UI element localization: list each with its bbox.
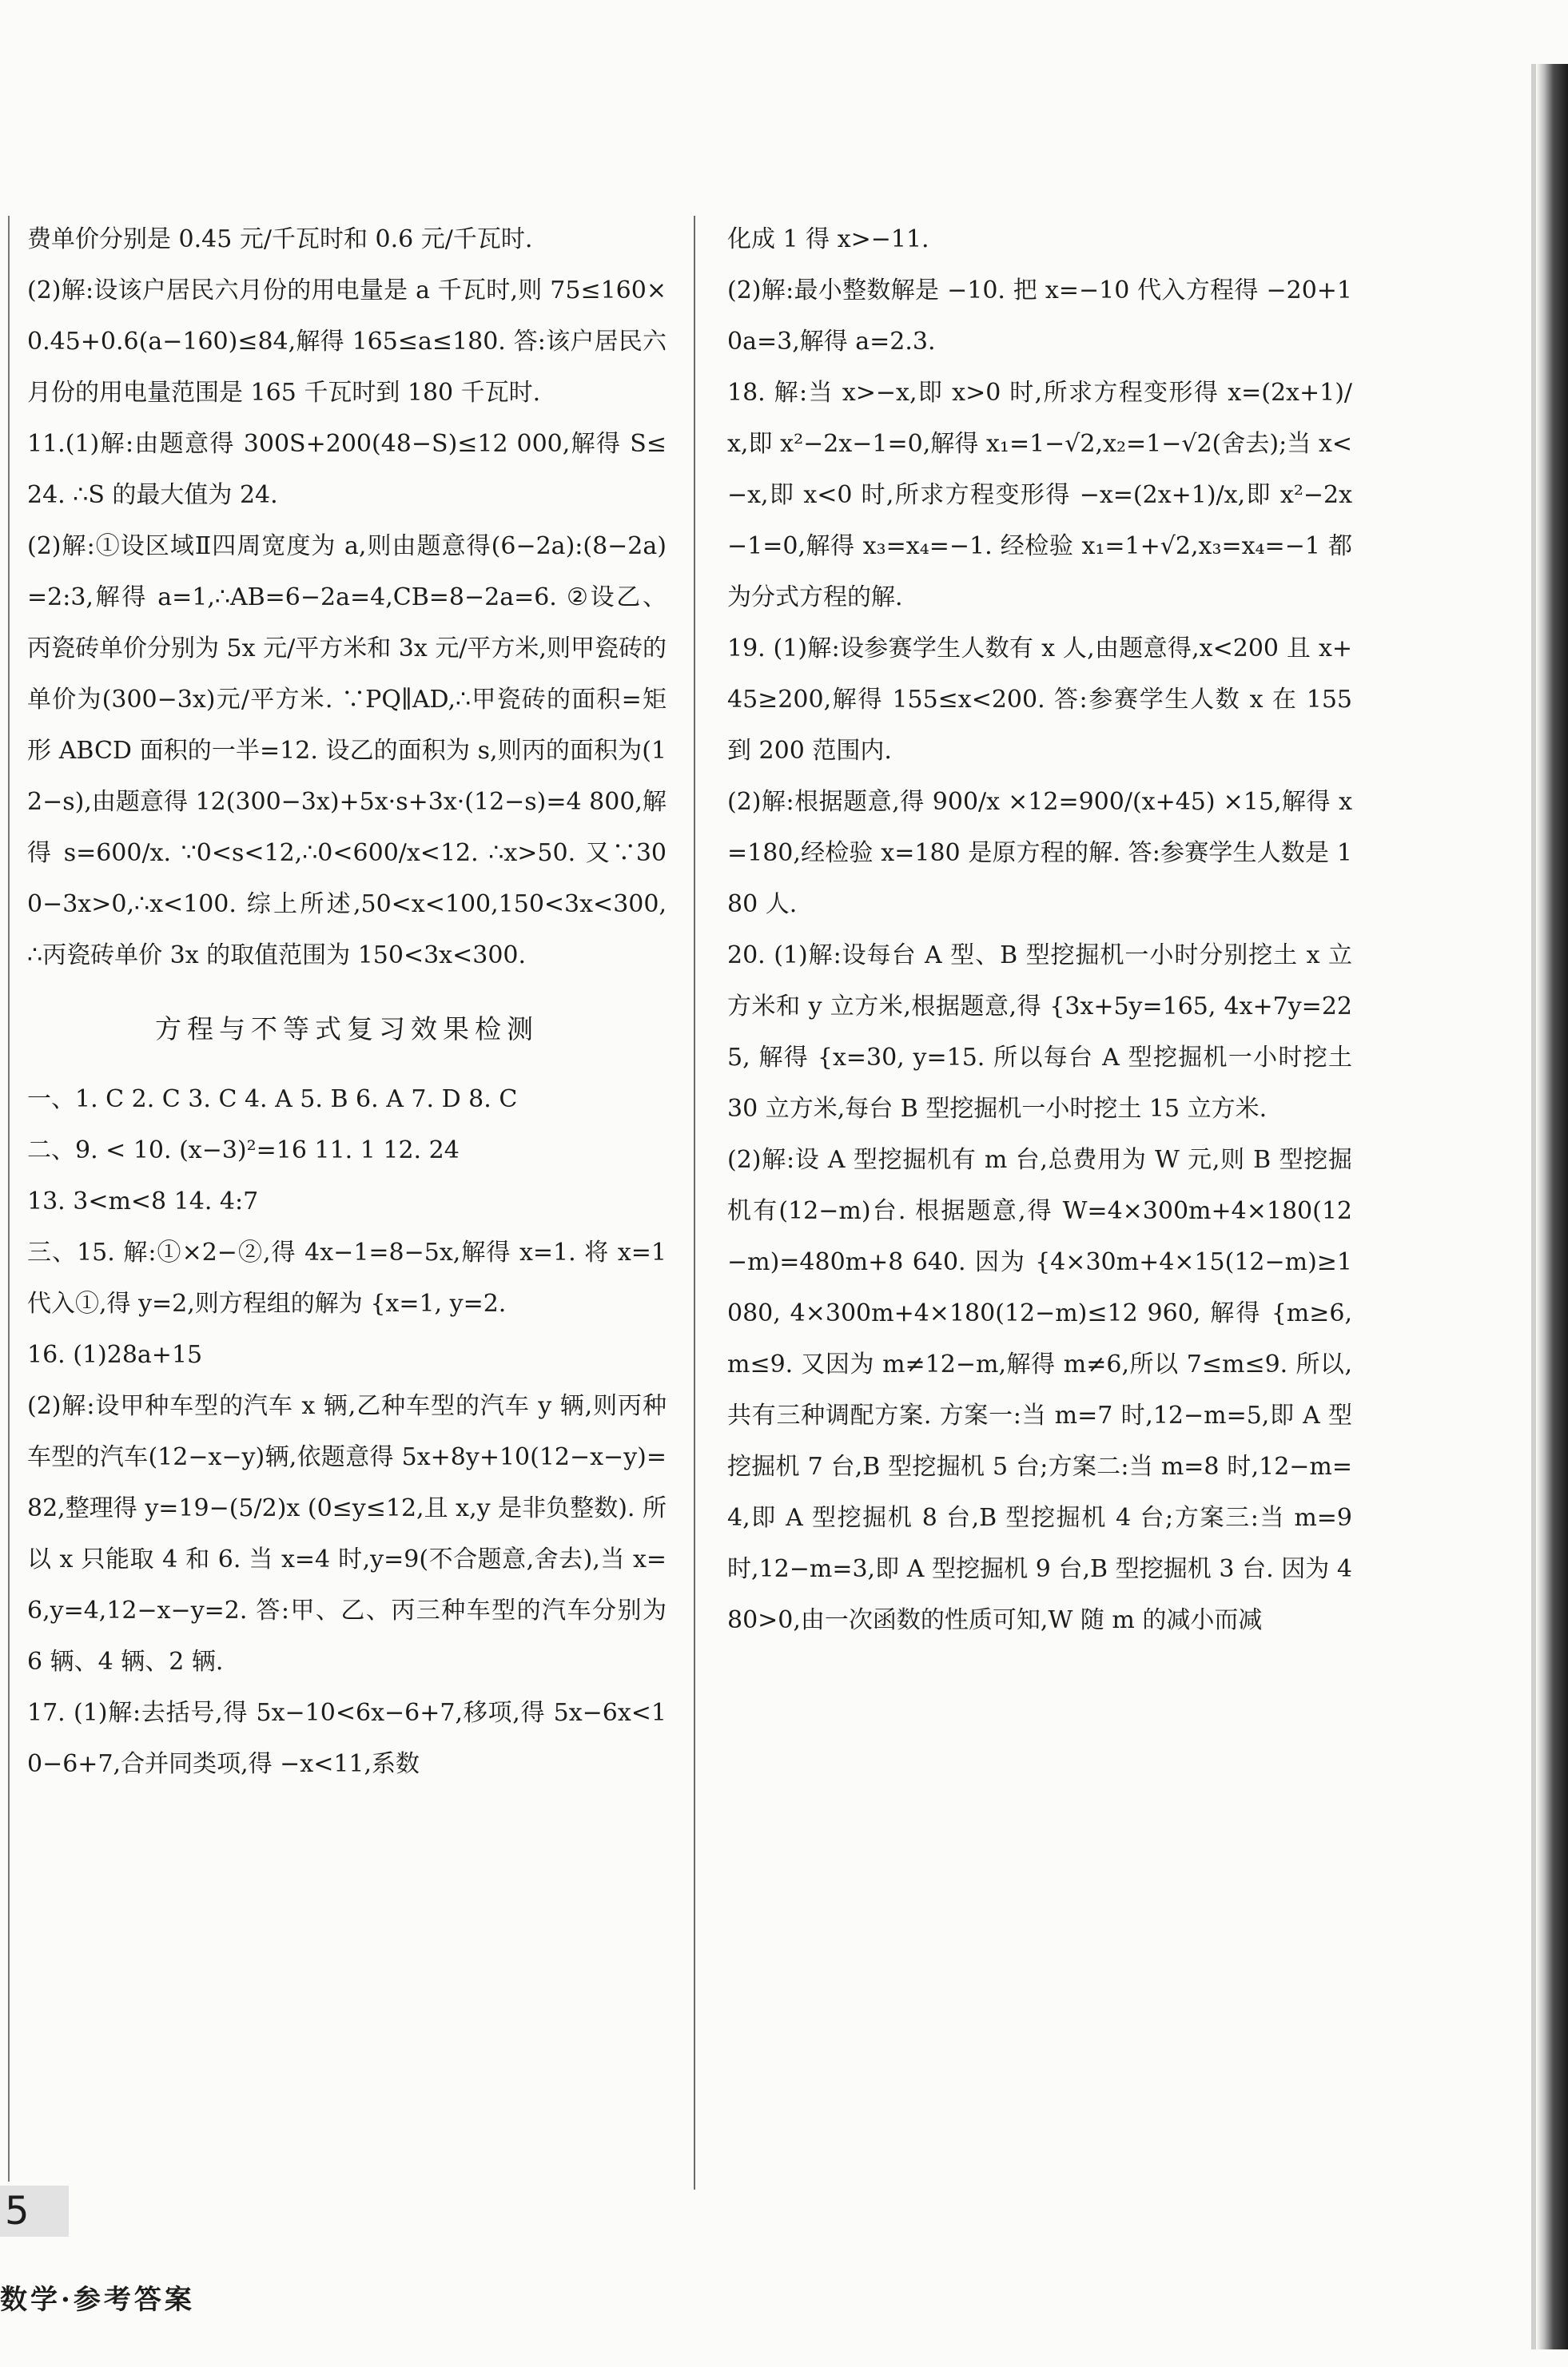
paragraph: (2)解:最小整数解是 −10. 把 x=−10 代入方程得 −20+10a=3,解得 a=2.3.	[727, 276, 1352, 356]
paragraph: 18. 解:当 x>−x,即 x>0 时,所求方程变形得 x=(2x+1)/x,即 x²−2x−1=0,解得 x₁=1−√2,x₂=1−√2(舍去);当 x<−x,即 x<0 时,所求方程变形得 −x=(2x+1)/x,即 x²−2x−1=0,解得 x₃=x₄=−1. 经检验 x₁=1+√2,x₃=x₄=−1 都为分式方程的解.	[727, 379, 1352, 611]
paragraph: (2)解:根据题意,得 900/x ×12=900/(x+45) ×15,解得 x=180,经检验 x=180 是原方程的解. 答:参赛学生人数是 180 人.	[727, 788, 1352, 918]
answer-line: 一、1. C 2. C 3. C 4. A 5. B 6. A 7. D 8. C	[27, 1085, 518, 1113]
left-margin-rule	[8, 216, 10, 2182]
answer-line: 13. 3<m<8 14. 4:7	[27, 1187, 259, 1215]
answer-line: 二、9. < 10. (x−3)²=16 11. 1 12. 24	[27, 1136, 460, 1164]
right-column	[727, 214, 1352, 1646]
paragraph: 20. (1)解:设每台 A 型、B 型挖掘机一小时分别挖土 x 立方米和 y 立方米,根据题意,得 {3x+5y=165, 4x+7y=225, 解得 {x=30, y=15. 所以每台 A 型挖掘机一小时挖土 30 立方米,每台 B 型挖掘机一小时挖土 15 立方米.	[727, 941, 1352, 1123]
paragraph: 11.(1)解:由题意得 300S+200(48−S)≤12 000,解得 S≤24. ∴S 的最大值为 24.	[27, 430, 667, 509]
footer-label: 数学·参考答案	[0, 2284, 195, 2316]
paragraph: (2)解:设该户居民六月份的用电量是 a 千瓦时,则 75≤160×0.45+0.6(a−160)≤84,解得 165≤a≤180. 答:该户居民六月份的用电量范围是 165 千瓦时到 180 千瓦时.	[27, 276, 667, 407]
paragraph: (2)解:①设区域Ⅱ四周宽度为 a,则由题意得(6−2a):(8−2a)=2:3,解得 a=1,∴AB=6−2a=4,CB=8−2a=6. ②设乙、丙瓷砖单价分别为 5x 元/平方米和 3x 元/平方米,则甲瓷砖的单价为(300−3x)元/平方米. ∵PQ∥AD,∴甲瓷砖的面积=矩形 ABCD 面积的一半=12. 设乙的面积为 s,则丙的面积为(12−s),由题意得 12(300−3x)+5x·s+3x·(12−s)=4 800,解得 s=600/x. ∵0<s<12,∴0<600/x<12. ∴x>50. 又∵300−3x>0,∴x<100. 综上所述,50<x<100,150<3x<300,∴丙瓷砖单价 3x 的取值范围为 150<3x<300.	[27, 532, 667, 969]
paragraph: 17. (1)解:去括号,得 5x−10<6x−6+7,移项,得 5x−6x<10−6+7,合并同类项,得 −x<11,系数	[27, 1699, 667, 1778]
paragraph: 化成 1 得 x>−11.	[727, 225, 929, 253]
paragraph: (2)解:设 A 型挖掘机有 m 台,总费用为 W 元,则 B 型挖掘机有(12−m)台. 根据题意,得 W=4×300m+4×180(12−m)=480m+8 640. 因为 {4×30m+4×15(12−m)≥1 080, 4×300m+4×180(12−m)≤12 960, 解得 {m≥6, m≤9. 又因为 m≠12−m,解得 m≠6,所以 7≤m≤9. 所以,共有三种调配方案. 方案一:当 m=7 时,12−m=5,即 A 型挖掘机 7 台,B 型挖掘机 5 台;方案二:当 m=8 时,12−m=4,即 A 型挖掘机 8 台,B 型挖掘机 4 台;方案三:当 m=9 时,12−m=3,即 A 型挖掘机 9 台,B 型挖掘机 3 台. 因为 480>0,由一次函数的性质可知,W 随 m 的减小而减	[727, 1146, 1352, 1634]
paragraph: (2)解:设甲种车型的汽车 x 辆,乙种车型的汽车 y 辆,则丙种车型的汽车(12−x−y)辆,依题意得 5x+8y+10(12−x−y)=82,整理得 y=19−(5/2)x (0≤y≤12,且 x,y 是非负整数). 所以 x 只能取 4 和 6. 当 x=4 时,y=9(不合题意,舍去),当 x=6,y=4,12−x−y=2. 答:甲、乙、丙三种车型的汽车分别为 6 辆、4 辆、2 辆.	[27, 1392, 667, 1676]
page-number: 5	[0, 2186, 69, 2237]
paragraph: 费单价分别是 0.45 元/千瓦时和 0.6 元/千瓦时.	[27, 225, 533, 253]
section-title: 方程与不等式复习效果检测	[155, 1013, 539, 1044]
column-divider	[694, 216, 695, 2190]
paragraph: 三、15. 解:①×2−②,得 4x−1=8−5x,解得 x=1. 将 x=1 代入①,得 y=2,则方程组的解为 {x=1, y=2.	[27, 1239, 667, 1318]
paragraph: 16. (1)28a+15	[27, 1341, 203, 1369]
paragraph: 19. (1)解:设参赛学生人数有 x 人,由题意得,x<200 且 x+45≥200,解得 155≤x<200. 答:参赛学生人数 x 在 155 到 200 范围内.	[727, 635, 1352, 765]
left-column	[27, 214, 667, 1790]
page-edge-shadow	[1536, 64, 1568, 2349]
